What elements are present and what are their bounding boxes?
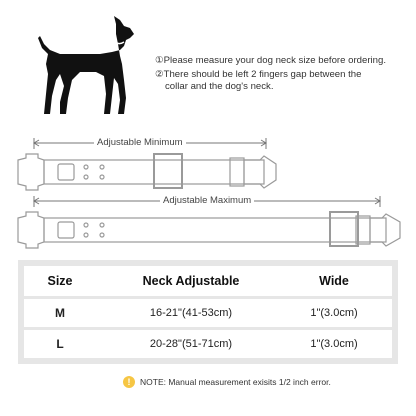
cell-wide: 1"(3.0cm) [310,307,358,319]
table-header-row [24,266,392,296]
cell-neck: 20-28"(51-71cm) [149,338,233,350]
cell-wide: 1"(3.0cm) [310,338,358,350]
table-row [24,299,392,327]
dog-silhouette-icon [30,14,155,124]
instruction-2: ②There should be left 2 fingers gap between the collar and the dog's neck. [155,69,362,92]
collar-minimum-diagram [14,150,284,192]
note-text: NOTE: Manual measurement exisits 1/2 inch error. [140,377,331,387]
adjustable-maximum-label: Adjustable Maximum [160,195,254,206]
warning-icon: ! [123,376,135,388]
note [123,376,331,388]
cell-neck: 16-21"(41-53cm) [149,307,233,319]
cell-size: L [56,337,64,351]
cell-size: M [55,306,65,320]
header-neck-adjustable: Neck Adjustable [142,274,240,288]
collar-maximum-diagram [14,208,406,250]
header-size: Size [47,274,73,288]
table-row [24,330,392,358]
adjustable-minimum-label: Adjustable Minimum [94,137,186,148]
header-wide: Wide [319,274,349,288]
instruction-1: ①Please measure your dog neck size before ordering. [155,55,386,66]
